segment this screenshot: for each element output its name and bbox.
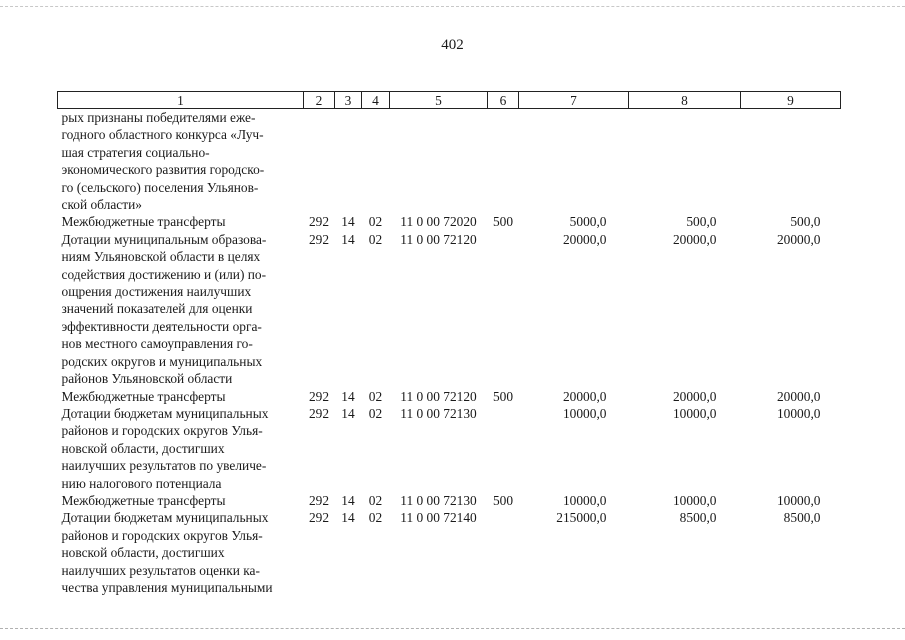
subsection-code: 02 [368, 231, 383, 247]
column-header-2: 2 [304, 92, 335, 109]
column-header-5: 5 [390, 92, 488, 109]
description-line: шая стратегия социально- [61, 144, 210, 160]
header-row [58, 92, 841, 109]
ministry-code: 292 [308, 405, 330, 421]
description-line: ниям Ульяновской области в целях [61, 249, 261, 265]
expense-type-code: 500 [492, 492, 514, 508]
table-body [58, 109, 841, 597]
expense-type-code: 500 [492, 214, 514, 230]
description-line: эффективности деятельности орга- [61, 318, 262, 334]
description-line: районов и городских округов Улья- [61, 423, 263, 439]
table-row [58, 509, 841, 596]
column-header-8: 8 [629, 92, 741, 109]
subsection-code: 02 [368, 510, 383, 526]
amount-col-8: 20000,0 [672, 388, 717, 404]
section-code: 14 [341, 214, 355, 230]
amount-col-7: 215000,0 [556, 510, 607, 526]
table-row [58, 231, 841, 388]
description-line: Межбюджетные трансферты [61, 214, 226, 230]
ministry-code: 292 [308, 214, 330, 230]
target-article-code: 11 0 00 72120 [400, 388, 477, 404]
subsection-code: 02 [368, 388, 383, 404]
row-description [58, 509, 304, 596]
description-line: рых признаны победителями еже- [61, 110, 256, 125]
description-line: районов Ульяновской области [61, 371, 233, 387]
amount-col-8: 10000,0 [672, 492, 717, 508]
expense-type-code [488, 109, 519, 214]
amount-col-8: 10000,0 [672, 405, 717, 421]
expense-type-code [488, 509, 519, 596]
subsection-code [362, 109, 390, 214]
target-article-code: 11 0 00 72120 [400, 231, 477, 247]
description-line: новской области, достигших [61, 440, 225, 456]
amount-col-8: 500,0 [686, 214, 717, 230]
scan-edge-top [0, 6, 905, 8]
page-number: 402 [441, 37, 464, 53]
target-article-code: 11 0 00 72020 [400, 214, 477, 230]
amount-col-7: 10000,0 [562, 405, 607, 421]
table-row [58, 109, 841, 214]
amount-col-9 [741, 109, 841, 214]
target-article-code: 11 0 00 72140 [400, 510, 477, 526]
description-line: Дотации бюджетам муниципальных [61, 510, 269, 526]
section-code: 14 [341, 510, 355, 526]
description-line: содействия достижению и (или) по- [61, 266, 267, 282]
ministry-code [304, 109, 335, 214]
table-row [58, 492, 841, 509]
description-line: наилучших результатов оценки ка- [61, 562, 260, 578]
description-line: Дотации бюджетам муниципальных [61, 405, 269, 421]
ministry-code: 292 [308, 492, 330, 508]
column-header-4: 4 [362, 92, 390, 109]
section-code: 14 [341, 231, 355, 247]
section-code: 14 [341, 388, 355, 404]
column-header-6: 6 [488, 92, 519, 109]
column-header-9: 9 [741, 92, 841, 109]
row-description [58, 231, 304, 388]
expense-type-code [488, 405, 519, 492]
description-line: районов и городских округов Улья- [61, 527, 263, 543]
amount-col-7: 10000,0 [562, 492, 607, 508]
scan-edge-bottom [0, 628, 905, 630]
subsection-code: 02 [368, 492, 383, 508]
expense-type-code: 500 [492, 388, 514, 404]
amount-col-9: 500,0 [790, 214, 821, 230]
amount-col-8 [629, 109, 741, 214]
column-header-3: 3 [335, 92, 362, 109]
column-header-1: 1 [58, 92, 304, 109]
description-line: Дотации муниципальным образова- [61, 231, 267, 247]
row-description [58, 388, 304, 405]
description-line: Межбюджетные трансферты [61, 388, 226, 404]
description-line: нию налогового потенциала [61, 475, 222, 491]
description-line: новской области, достигших [61, 545, 225, 561]
column-header-7: 7 [519, 92, 629, 109]
description-line: родских округов и муниципальных [61, 353, 263, 369]
section-code: 14 [341, 405, 355, 421]
ministry-code: 292 [308, 231, 330, 247]
amount-col-9: 10000,0 [776, 492, 821, 508]
table-header [58, 92, 841, 109]
table-row [58, 388, 841, 405]
table-row [58, 405, 841, 492]
description-line: экономического развития городско- [61, 162, 265, 178]
description-line: ощрения достижения наилучших [61, 284, 252, 300]
section-code: 14 [341, 492, 355, 508]
subsection-code: 02 [368, 214, 383, 230]
target-article-code: 11 0 00 72130 [400, 492, 477, 508]
description-line: значений показателей для оценки [61, 301, 253, 317]
budget-table [57, 91, 841, 596]
amount-col-7: 20000,0 [562, 231, 607, 247]
description-line: годного областного конкурса «Луч- [61, 127, 264, 143]
description-line: чества управления муниципальными [61, 579, 273, 595]
subsection-code: 02 [368, 405, 383, 421]
expense-type-code [488, 231, 519, 388]
amount-col-7 [519, 109, 629, 214]
amount-col-8: 20000,0 [672, 231, 717, 247]
description-line: го (сельского) поселения Ульянов- [61, 179, 259, 195]
target-article-code [390, 109, 488, 214]
description-line: наилучших результатов по увеличе- [61, 458, 267, 474]
description-line: Межбюджетные трансферты [61, 492, 226, 508]
row-description [58, 492, 304, 509]
description-line: ской области» [61, 197, 142, 213]
amount-col-7: 20000,0 [562, 388, 607, 404]
ministry-code: 292 [308, 510, 330, 526]
row-description [58, 109, 304, 214]
description-line: нов местного самоуправления го- [61, 336, 253, 352]
amount-col-7: 5000,0 [569, 214, 607, 230]
amount-col-9: 8500,0 [783, 510, 821, 526]
row-description [58, 213, 304, 230]
table-row [58, 213, 841, 230]
row-description [58, 405, 304, 492]
amount-col-9: 10000,0 [776, 405, 821, 421]
amount-col-9: 20000,0 [776, 231, 821, 247]
section-code [335, 109, 362, 214]
target-article-code: 11 0 00 72130 [400, 405, 477, 421]
amount-col-8: 8500,0 [679, 510, 717, 526]
amount-col-9: 20000,0 [776, 388, 821, 404]
ministry-code: 292 [308, 388, 330, 404]
